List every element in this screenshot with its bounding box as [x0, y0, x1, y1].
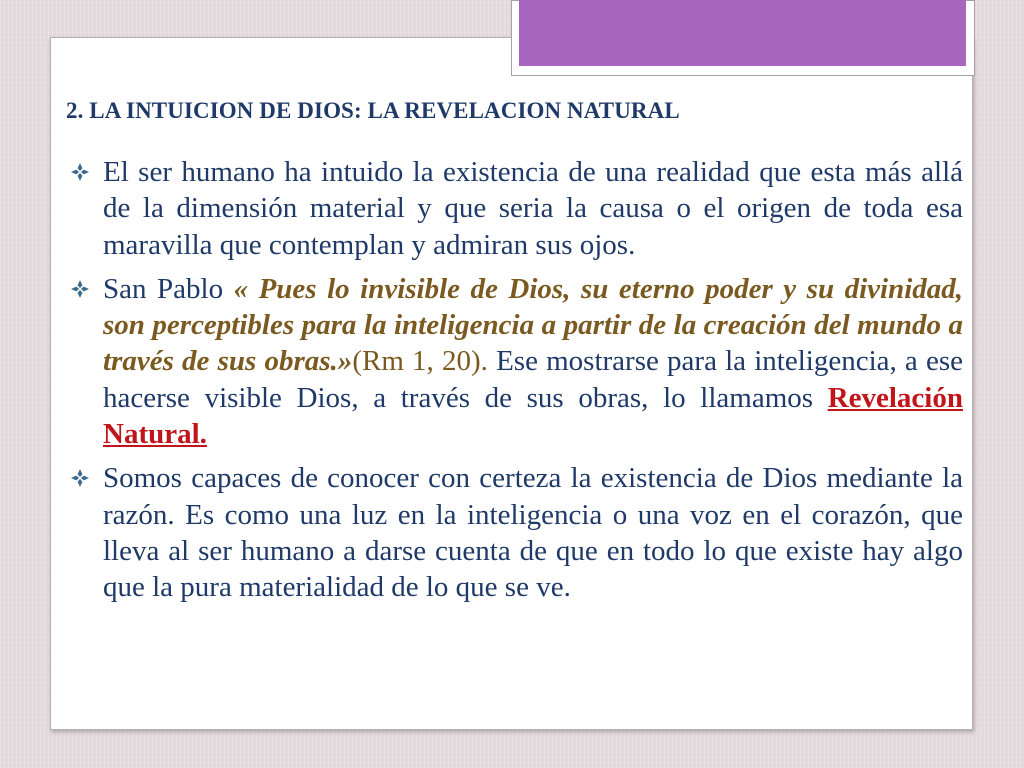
- bullet-item-1: [70, 154, 963, 263]
- diamond-bullet-icon: [70, 279, 90, 299]
- bullet-text: Somos capaces de conocer con certeza la existencia de Dios mediante la razón. Es como una luz en la inteligencia o una voz en el corazón, que lleva al ser humano a darse cuenta de que en todo lo que existe hay algo que la pura materialidad de lo que se ve.: [103, 462, 963, 604]
- bullet-continuation: Ese mostrarse para la inteligencia, a ese hacerse visible Dios, a través de sus obras, lo llamamos: [103, 345, 964, 414]
- diamond-bullet-icon: [70, 162, 90, 182]
- bullet-text: El ser humano ha intuido la existencia de una realidad que esta más allá de la dimensión material y que seria la causa o el origen de toda esa maravilla que contemplan y admiran sus ojos.: [103, 156, 963, 261]
- bullet-item-2: [70, 271, 963, 452]
- bullet-item-3: [70, 460, 963, 605]
- bible-quote: « Pues lo invisible de Dios, su eterno poder y su divinidad, son perceptibles para la inteligencia a partir de la creación del mundo a través de sus obras.»: [103, 272, 964, 378]
- slide-title: 2. LA INTUICION DE DIOS: LA REVELACION NATURAL: [66, 98, 680, 123]
- bible-reference: (Rm 1, 20).: [352, 345, 488, 378]
- accent-bar: [519, 0, 966, 66]
- bullet-intro: San Pablo: [103, 272, 234, 305]
- bullet-list: [70, 154, 963, 614]
- key-term: Revelación Natural.: [103, 381, 963, 451]
- diamond-bullet-icon: [70, 468, 90, 488]
